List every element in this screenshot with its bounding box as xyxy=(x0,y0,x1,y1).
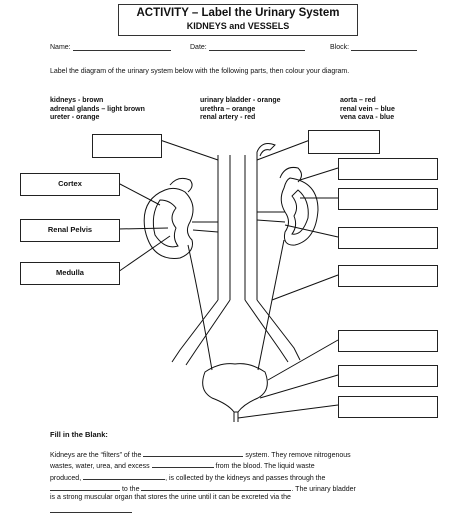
instructions: Label the diagram of the urinary system below with the following parts, then colour your diagram. xyxy=(50,68,350,75)
renal-pelvis-label: Renal Pelvis xyxy=(47,225,93,234)
left-renal-vessels xyxy=(192,222,218,232)
answer-box[interactable] xyxy=(338,265,438,287)
part-item: renal vein – blue xyxy=(340,105,395,113)
medulla-label: Medulla xyxy=(56,268,84,277)
answer-box[interactable] xyxy=(92,134,162,158)
fill-in-title: Fill in the Blank: xyxy=(50,430,108,439)
leader-line xyxy=(160,140,218,160)
left-kidney xyxy=(144,188,193,258)
leader-line xyxy=(285,225,338,237)
medulla-label-box xyxy=(20,262,120,285)
blank-field[interactable] xyxy=(152,460,214,468)
block-label: Block: xyxy=(330,44,350,51)
cortex-label: Cortex xyxy=(58,179,82,188)
right-renal-vessels xyxy=(257,212,285,222)
answer-box[interactable] xyxy=(338,365,438,387)
part-item: adrenal glands – light brown xyxy=(50,105,145,113)
part-item: vena cava - blue xyxy=(340,114,395,121)
blank-field[interactable] xyxy=(143,449,243,457)
urethra xyxy=(234,412,238,422)
right-kidney xyxy=(281,178,318,245)
part-item: aorta – red xyxy=(340,97,376,104)
part-item: renal artery - red xyxy=(200,114,256,121)
fill-line-6 xyxy=(50,505,430,516)
sentence-part: to the xyxy=(121,485,140,493)
sentence-part: . The urinary bladder xyxy=(291,485,356,493)
answer-box[interactable] xyxy=(338,330,438,352)
answer-box[interactable] xyxy=(338,158,438,180)
leader-line xyxy=(268,340,338,380)
part-item: kidneys - brown xyxy=(50,97,104,104)
fill-line-4 xyxy=(50,483,430,494)
sentence-part: , is collected by the kidneys and passes through the xyxy=(165,474,326,482)
page-title: ACTIVITY – Label the Urinary System xyxy=(136,7,340,19)
sentence-part: from the blood. The liquid waste xyxy=(215,463,315,471)
leader-line xyxy=(238,405,338,418)
left-ureter xyxy=(188,245,212,370)
sentence-part: produced, xyxy=(50,474,82,482)
vena-cava xyxy=(218,155,230,300)
sentence-part: Kidneys are the “filters” of the xyxy=(50,452,142,459)
urinary-bladder xyxy=(203,364,268,412)
sentence-part: is a strong muscular organ that stores the urine until it can be excreted via the xyxy=(50,494,291,502)
blank-field[interactable] xyxy=(50,505,132,513)
answer-box[interactable] xyxy=(308,130,380,154)
sentence-part: wastes, water, urea, and excess xyxy=(50,463,150,471)
part-item: urethra – orange xyxy=(200,105,256,113)
leader-line xyxy=(272,275,338,300)
name-label: Name: xyxy=(50,44,71,51)
fill-line-1 xyxy=(50,449,430,460)
fill-line-5 xyxy=(50,494,430,502)
fill-in-paragraph xyxy=(50,449,430,517)
medulla-leader xyxy=(118,236,170,272)
answer-box[interactable] xyxy=(338,396,438,418)
cortex-label-box xyxy=(20,173,120,196)
answer-box[interactable] xyxy=(338,227,438,249)
page-subtitle: KIDNEYS and VESSELS xyxy=(186,21,290,31)
date-label: Date: xyxy=(190,44,207,51)
sentence-part: system. They remove nitrogenous xyxy=(245,452,351,459)
aorta xyxy=(245,152,257,300)
part-item: urinary bladder - orange xyxy=(200,97,281,104)
answer-box[interactable] xyxy=(338,188,438,210)
blank-field[interactable] xyxy=(50,483,120,491)
renal-pelvis-leader xyxy=(118,228,168,229)
part-item: ureter - orange xyxy=(50,114,100,121)
blank-field[interactable] xyxy=(83,472,165,480)
fill-line-3 xyxy=(50,472,430,483)
cortex-leader xyxy=(118,183,160,205)
leader-line xyxy=(300,168,338,180)
fill-line-2 xyxy=(50,460,430,471)
renal-pelvis-label-box xyxy=(20,219,120,242)
blank-field[interactable] xyxy=(141,483,291,491)
